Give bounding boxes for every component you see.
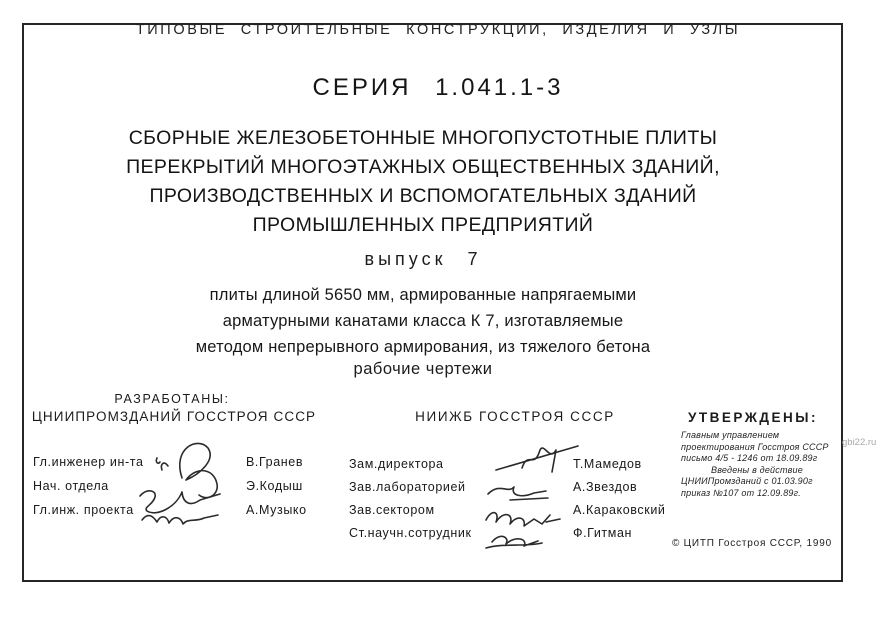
- working-drawings-subtitle: рабочие чертежи: [353, 360, 493, 378]
- main-title: [0, 124, 876, 240]
- role-label: Ст.научн.сотрудник: [349, 526, 472, 540]
- person-name: В.Гранев: [246, 455, 304, 469]
- role-label: Гл.инженер ин-та: [33, 455, 144, 469]
- person-name: Т.Мамедов: [573, 457, 642, 471]
- role-label: Зав.лабораторией: [349, 480, 466, 494]
- issue-label: выпуск 7: [364, 249, 482, 269]
- document-series-header: ТИПОВЫЕ СТРОИТЕЛЬНЫЕ КОНСТРУКЦИИ, ИЗДЕЛИЯ И УЗЛЫ: [135, 22, 741, 38]
- copyright-note: © ЦИТП Госстроя СССР, 1990: [671, 538, 832, 549]
- main-title-line: ПРОИЗВОДСТВЕННЫХ И ВСПОМОГАТЕЛЬНЫХ ЗДАНИЙ: [149, 185, 697, 207]
- description-line: плиты длиной 5650 мм, армированные напрягаемыми: [209, 286, 637, 304]
- approval-note-line: ЦНИИПромзданий с 01.03.90г: [681, 476, 813, 487]
- description-line: методом непрерывного армирования, из тяжелого бетона: [195, 338, 651, 356]
- person-name: А.Звездов: [573, 480, 638, 494]
- role-label: Нач. отдела: [33, 479, 109, 493]
- description-line: арматурными канатами класса К 7, изготавляемые: [222, 312, 624, 330]
- second-organization: НИИЖБ ГОССТРОЯ СССР: [415, 409, 615, 424]
- main-title-line: СБОРНЫЕ ЖЕЛЕЗОБЕТОННЫЕ МНОГОПУСТОТНЫЕ ПЛИТЫ: [128, 127, 718, 149]
- approval-note-line: Главным управлением: [681, 430, 780, 440]
- role-label: Зам.директора: [349, 457, 444, 471]
- series-number-title: СЕРИЯ 1.041.1-3: [312, 74, 564, 101]
- person-name: Ф.Гитман: [573, 526, 632, 540]
- approval-note-line: Введены в действие: [711, 464, 803, 475]
- approval-note-line: приказ №107 от 12.09.89г.: [681, 487, 801, 498]
- developed-by-heading: РАЗРАБОТАНЫ:: [114, 392, 230, 406]
- approved-heading: УТВЕРЖДЕНЫ:: [688, 410, 819, 425]
- role-label: Гл.инж. проекта: [33, 503, 134, 517]
- approval-notes: [681, 430, 833, 500]
- role-label: Зав.сектором: [349, 503, 435, 517]
- signature-scribble-middle: [478, 440, 590, 555]
- approval-note-line: письмо 4/5 - 1246 от 18.09.89г: [681, 453, 818, 464]
- developer-organization: ЦНИИПРОМЗДАНИЙ ГОССТРОЯ СССР: [31, 409, 317, 424]
- person-name: А.Музыко: [246, 503, 307, 517]
- main-title-line: ПЕРЕКРЫТИЙ МНОГОЭТАЖНЫХ ОБЩЕСТВЕННЫХ ЗДАНИЙ,: [126, 156, 720, 178]
- signature-scribble-left: [124, 436, 244, 534]
- person-name: А.Караковский: [573, 503, 666, 517]
- person-name: Э.Кодыш: [246, 479, 303, 493]
- description-paragraph: [0, 282, 876, 360]
- main-title-line: ПРОМЫШЛЕННЫХ ПРЕДПРИЯТИЙ: [252, 214, 594, 236]
- approval-note-line: проектирования Госстроя СССР: [681, 441, 829, 452]
- watermark-text: gbi22.ru: [842, 437, 876, 448]
